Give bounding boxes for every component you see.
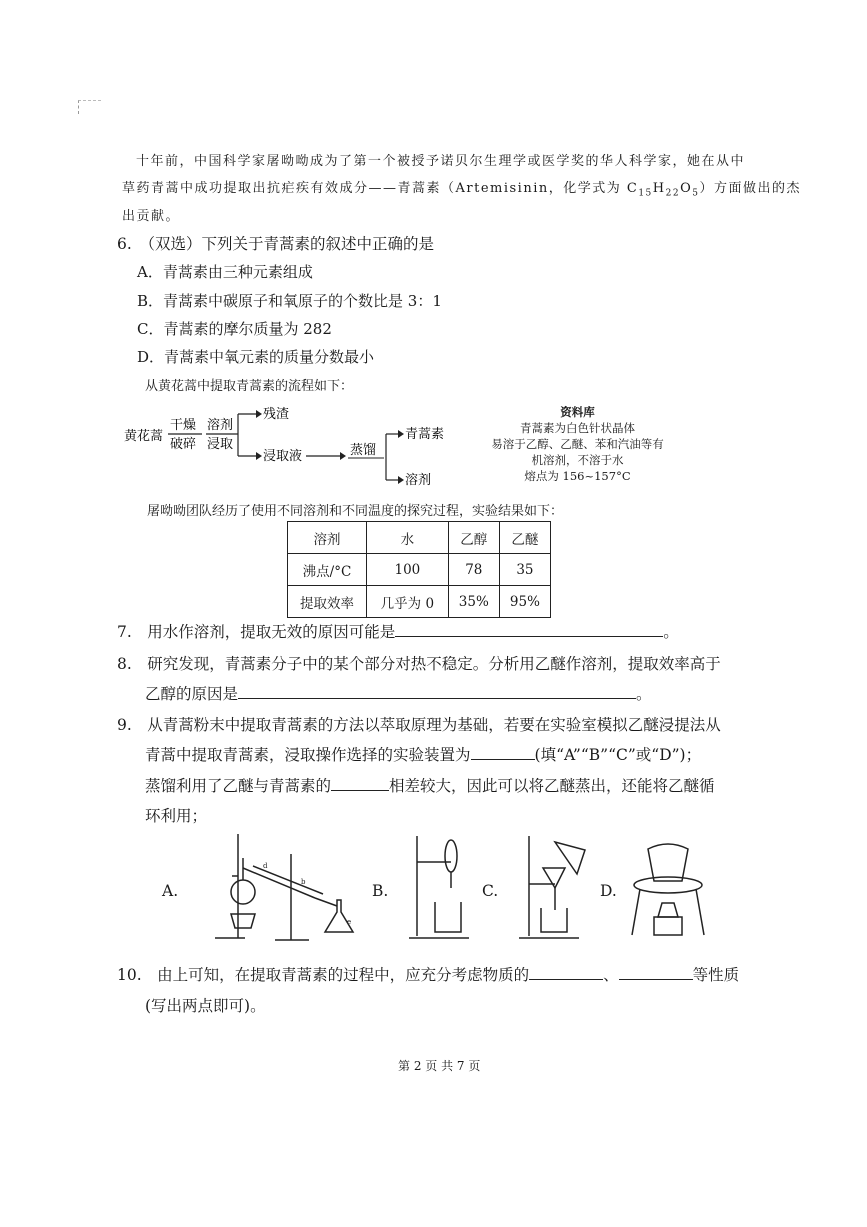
q6-option-d: D．青蒿素中氧元素的质量分数最小 — [137, 348, 375, 366]
table-cell: 35 — [499, 554, 550, 586]
flow-product: 青蒿素 — [405, 427, 445, 442]
apparatus-label-c: C. — [482, 882, 499, 900]
q9-apparatus-blank[interactable] — [471, 745, 535, 760]
q9-line-2 — [145, 743, 701, 765]
q9-line-2-end: (填“A”“B”“C”或“D”)； — [534, 746, 702, 764]
svg-text:b: b — [301, 878, 306, 886]
intro-line-1: 十年前，中国科学家屠呦呦成为了第一个被授予诺贝尔生理学或医学奖的华人科学家，她在从中 — [136, 154, 746, 169]
table-row — [288, 522, 551, 554]
q9-line-3-text: 蒸馏利用了乙醚与青蒿素的 — [145, 777, 332, 795]
q10-line-2: (写出两点即可)。 — [145, 997, 266, 1015]
q8-line-1: 8. 研究发现，青蒿素分子中的某个部分对热不稳定。分析用乙醚作溶剂，提取效率高于 — [117, 655, 721, 673]
arrowhead-product — [398, 430, 404, 438]
table-cell: 沸点/°C — [288, 554, 367, 586]
library-line-2: 易溶于乙醇、乙醚、苯和汽油等有 — [491, 437, 664, 451]
table-cell: 95% — [499, 586, 550, 618]
table-cell: 溶剂 — [288, 522, 367, 554]
flow-start: 黄花蒿 — [124, 429, 164, 444]
table-row — [288, 586, 551, 618]
svg-text:e: e — [347, 918, 352, 926]
intro-line-2-text: 草药青蒿中成功提取出抗疟疾有效成分——青蒿素（Artemisinin，化学式为 C — [122, 181, 639, 196]
flow-caption: 从黄花蒿中提取青蒿素的流程如下： — [145, 379, 354, 394]
table-cell: 78 — [448, 554, 499, 586]
flow-step1-bottom: 破碎 — [170, 437, 197, 452]
table-cell: 100 — [367, 554, 449, 586]
formula-o: O — [680, 181, 693, 196]
apparatus-b-separatory — [405, 828, 475, 944]
library-line-4: 熔点为 156~157°C — [524, 469, 631, 483]
flow-step2-top: 溶剂 — [207, 418, 234, 433]
q10-property-blank-1[interactable] — [529, 965, 603, 980]
library-line-3: 机溶剂，不溶于水 — [531, 453, 624, 467]
table-cell: 提取效率 — [288, 586, 367, 618]
q7-end: 。 — [663, 623, 679, 641]
flow-diagram — [118, 400, 458, 490]
flow-step2-bottom: 浸取 — [207, 437, 234, 452]
q10-line-1-end: 等性质 — [692, 966, 740, 984]
table-cell: 35% — [448, 586, 499, 618]
flow-distill: 蒸馏 — [350, 443, 377, 458]
q7-answer-blank[interactable] — [395, 622, 663, 637]
q8-end: 。 — [636, 685, 652, 703]
info-library — [470, 404, 685, 484]
flow-extract: 浸取液 — [263, 449, 303, 464]
q8-answer-blank[interactable] — [238, 684, 636, 699]
q6-option-c: C．青蒿素的摩尔质量为 282 — [137, 320, 332, 338]
table-cell: 乙醚 — [499, 522, 550, 554]
q6-stem: 6. （双选）下列关于青蒿素的叙述中正确的是 — [117, 235, 435, 253]
arrowhead-residue — [256, 410, 262, 418]
page-footer: 第 2 页 共 7 页 — [398, 1059, 481, 1073]
intro-line-3: 出贡献。 — [122, 209, 181, 224]
formula-h: H — [652, 181, 666, 196]
q9-line-3-end: 相差较大，因此可以将乙醚蒸出，还能将乙醚循 — [389, 777, 715, 795]
apparatus-c-filtration — [515, 828, 595, 944]
q9-line-1: 9. 从青蒿粉末中提取青蒿素的方法以萃取原理为基础，若要在实验室模拟乙醚浸提法从 — [117, 716, 721, 734]
subscript-5: 5 — [692, 188, 700, 199]
table-cell: 几乎为 0 — [367, 586, 449, 618]
apparatus-d-evaporation — [626, 835, 716, 943]
q9-line-2-text: 青蒿中提取青蒿素，浸取操作选择的实验装置为 — [145, 746, 471, 764]
library-line-1: 青蒿素为白色针状晶体 — [520, 421, 635, 435]
scan-mark — [78, 100, 101, 114]
q7-text: 7. 用水作溶剂，提取无效的原因可能是 — [117, 623, 396, 641]
arrowhead-solvent — [398, 476, 404, 484]
apparatus-label-a: A. — [162, 882, 179, 900]
apparatus-label-b: B. — [372, 882, 389, 900]
q10-separator: 、 — [603, 966, 619, 984]
intro-line-2-end: ）方面做出的杰 — [699, 181, 801, 196]
arrowhead-extract — [256, 452, 262, 460]
table-cell: 水 — [367, 522, 449, 554]
subscript-15: 15 — [638, 188, 653, 199]
apparatus-a-distillation — [205, 828, 365, 944]
flow-solvent: 溶剂 — [405, 473, 432, 488]
q7 — [117, 620, 679, 642]
q10-line-1 — [117, 963, 739, 985]
q6-option-a: A．青蒿素由三种元素组成 — [137, 263, 313, 281]
q10-property-blank-2[interactable] — [619, 965, 693, 980]
table-row — [288, 554, 551, 586]
table-cell: 乙醇 — [448, 522, 499, 554]
q9-property-blank[interactable] — [331, 776, 389, 791]
subscript-22: 22 — [665, 188, 681, 199]
q10-line-1-text: 10. 由上可知，在提取青蒿素的过程中，应充分考虑物质的 — [117, 966, 530, 984]
q8-line-2-text: 乙醇的原因是 — [145, 685, 239, 703]
q8-line-2 — [145, 682, 652, 704]
q9-line-3 — [145, 774, 715, 796]
arrowhead-distill — [340, 452, 346, 460]
q9-line-4: 环利用； — [145, 807, 208, 825]
library-title: 资料库 — [560, 405, 595, 419]
flow-step1-top: 干燥 — [170, 418, 197, 433]
q6-option-b: B．青蒿素中碳原子和氧原子的个数比是 3：1 — [137, 292, 442, 310]
svg-text:d: d — [263, 862, 268, 870]
flow-residue: 残渣 — [263, 407, 290, 422]
apparatus-label-d: D. — [600, 882, 617, 900]
intro-line-2 — [122, 177, 801, 199]
results-table — [287, 521, 551, 618]
experiment-caption: 屠呦呦团队经历了使用不同溶剂和不同温度的探究过程，实验结果如下： — [147, 504, 564, 519]
